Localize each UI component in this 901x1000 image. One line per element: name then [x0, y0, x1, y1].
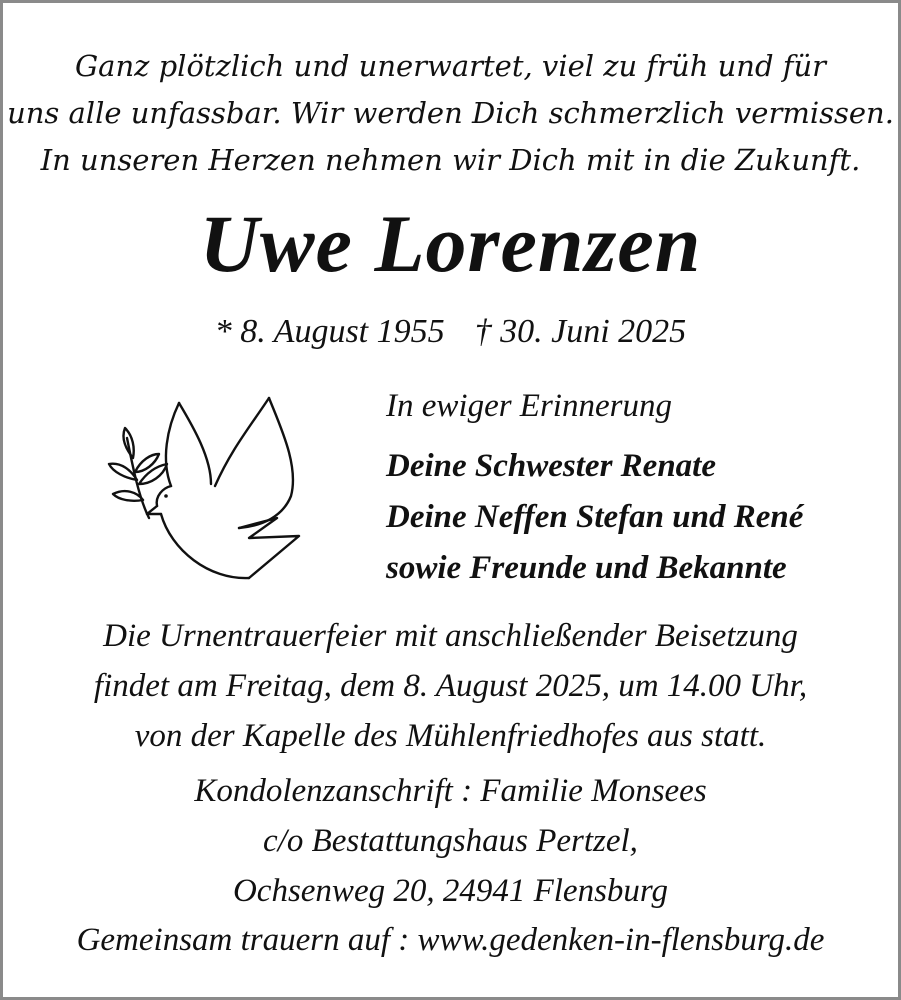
death-date: † 30. Juni 2025: [474, 313, 687, 350]
remembrance-heading: In ewiger Erinnerung: [386, 388, 672, 424]
mourners-block: [386, 381, 803, 594]
ceremony-line-3: von der Kapelle des Mühlenfriedhofes aus statt.: [134, 718, 767, 754]
intro-verse: [3, 43, 898, 184]
family-member: sowie Freunde und Bekannte: [386, 550, 787, 586]
dove-with-olive-branch-icon: [99, 388, 309, 588]
condolence-line-1: Kondolenzanschrift : Familie Monsees: [194, 773, 707, 809]
life-dates: [3, 308, 898, 356]
condolence-line-2: c/o Bestattungshaus Pertzel,: [263, 823, 638, 859]
memorial-website: Gemeinsam trauern auf : www.gedenken-in-flensburg.de: [76, 922, 825, 958]
family-member: Deine Neffen Stefan und René: [386, 499, 804, 535]
intro-line-2: uns alle unfassbar. Wir werden Dich schmerzlich vermissen.: [7, 96, 894, 130]
ceremony-line-1: Die Urnentrauerfeier mit anschließender Beisetzung: [103, 618, 798, 654]
family-list: [386, 441, 803, 594]
intro-line-3: In unseren Herzen nehmen wir Dich mit in die Zukunft.: [40, 143, 861, 177]
birth-date: * 8. August 1955: [214, 313, 445, 350]
deceased-name: Uwe Lorenzen: [199, 198, 702, 289]
intro-line-1: Ganz plötzlich und unerwartet, viel zu früh und für: [74, 49, 826, 83]
ceremony-info: [3, 611, 898, 761]
condolence-address: [3, 766, 898, 916]
ceremony-line-2: findet am Freitag, dem 8. August 2025, um 14.00 Uhr,: [93, 668, 808, 704]
family-member: Deine Schwester Renate: [386, 448, 716, 484]
condolence-line-3: Ochsenweg 20, 24941 Flensburg: [232, 873, 669, 909]
